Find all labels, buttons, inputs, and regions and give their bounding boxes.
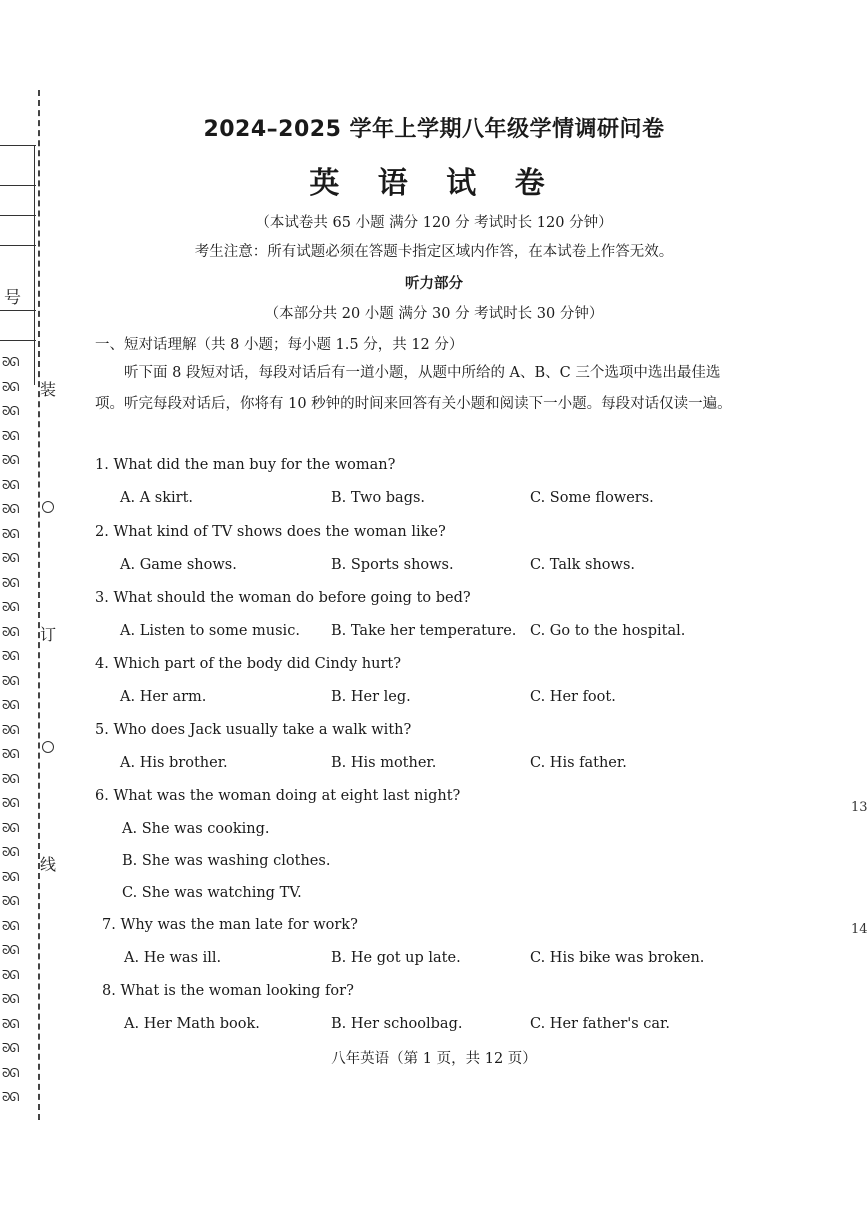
option-a: A. Game shows.	[120, 557, 237, 573]
subject-title: 英 语 试 卷	[309, 166, 559, 201]
option-c: C. His bike was broken.	[530, 950, 705, 966]
margin-ornament: ᘐᘏ	[2, 477, 19, 492]
option-b: B. She was washing clothes.	[122, 853, 331, 869]
margin-ornament: ᘐᘏ	[2, 1041, 19, 1055]
margin-ornament: ᘐᘏ	[2, 869, 19, 884]
margin-ornament: ᘐᘏ	[2, 502, 19, 516]
margin-ornament: ᘐᘏ	[2, 894, 19, 908]
margin-ornament: ᘐᘏ	[2, 600, 19, 614]
student-number-label: 号	[4, 288, 21, 308]
margin-ornament: ᘐᘏ	[2, 722, 19, 737]
option-b: B. Her leg.	[331, 689, 411, 705]
margin-ornament: ᘐᘏ	[2, 943, 19, 957]
option-b: B. Sports shows.	[331, 557, 454, 573]
option-c: C. His father.	[530, 755, 627, 771]
margin-ornament: ᘐᘏ	[2, 1065, 19, 1080]
margin-ornament: ᘐᘏ	[2, 673, 19, 688]
margin-ornament: ᘐᘏ	[2, 820, 19, 835]
margin-ornament: ᘐᘏ	[2, 698, 19, 712]
binding-char-xian: 线	[40, 855, 57, 874]
section-title: 听力部分	[405, 276, 463, 292]
margin-ornament: ᘐᘏ	[2, 379, 19, 394]
option-a: A. Listen to some music.	[120, 623, 300, 639]
info-box-line	[0, 145, 36, 146]
instructions: 听下面 8 段短对话，每段对话后有一道小题，从题中所给的 A、B、C 三个选项中选出最佳选项。听完每段对话后，你将有 10 秒钟的时间来回答有关小题和阅读下一小题。每段对话仅读一遍。	[95, 365, 732, 412]
margin-ornament: ᘐᘏ	[2, 1090, 19, 1104]
option-b: B. He got up late.	[331, 950, 461, 966]
margin-ornament: ᘐᘏ	[2, 575, 19, 590]
binding-hole	[42, 741, 54, 753]
question-4: 4. Which part of the body did Cindy hurt?	[95, 656, 402, 672]
option-b: B. Take her temperature.	[331, 623, 517, 639]
question-3: 3. What should the woman do before going to bed?	[95, 590, 471, 606]
margin-ornament: ᘐᘏ	[2, 796, 19, 810]
binding-char-ding: 订	[40, 625, 57, 644]
option-c: C. She was watching TV.	[122, 885, 302, 901]
edge-number: 14	[851, 922, 868, 937]
margin-ornament: ᘐᘏ	[2, 355, 19, 369]
margin-ornament: ᘐᘏ	[2, 624, 19, 639]
margin-ornament: ᘐᘏ	[2, 551, 19, 565]
margin-ornament: ᘐᘏ	[2, 747, 19, 761]
option-c: C. Go to the hospital.	[530, 623, 686, 639]
margin-ornament: ᘐᘏ	[2, 771, 19, 786]
margin-ornament: ᘐᘏ	[2, 649, 19, 663]
binding-char-zhuang: 装	[40, 380, 57, 399]
option-a: A. She was cooking.	[122, 821, 270, 837]
option-c: C. Talk shows.	[530, 557, 635, 573]
question-5: 5. Who does Jack usually take a walk with?	[95, 722, 412, 738]
section-info: （本部分共 20 小题 满分 30 分 考试时长 30 分钟）	[264, 306, 604, 322]
option-a: A. He was ill.	[124, 950, 222, 966]
margin-ornament: ᘐᘏ	[2, 992, 19, 1006]
margin-ornament: ᘐᘏ	[2, 845, 19, 859]
info-box-line	[0, 340, 36, 341]
exam-notice: 考生注意：所有试题必须在答题卡指定区域内作答，在本试卷上作答无效。	[194, 244, 674, 260]
option-c: C. Some flowers.	[530, 490, 654, 506]
option-a: A. Her Math book.	[124, 1016, 260, 1032]
exam-info: （本试卷共 65 小题 满分 120 分 考试时长 120 分钟）	[255, 215, 613, 231]
option-c: C. Her foot.	[530, 689, 616, 705]
margin-ornament: ᘐᘏ	[2, 918, 19, 933]
margin-ornament: ᘐᘏ	[2, 526, 19, 541]
margin-ornament: ᘐᘏ	[2, 453, 19, 467]
option-c: C. Her father's car.	[530, 1016, 671, 1032]
option-b: B. Her schoolbag.	[331, 1016, 463, 1032]
exam-title: 2024–2025 学年上学期八年级学情调研问卷	[203, 117, 665, 142]
question-1: 1. What did the man buy for the woman?	[95, 457, 396, 473]
margin-ornament: ᘐᘏ	[2, 967, 19, 982]
page-footer: 八年英语（第 1 页，共 12 页）	[331, 1051, 537, 1067]
option-a: A. A skirt.	[120, 490, 194, 506]
option-a: A. Her arm.	[120, 689, 207, 705]
question-6: 6. What was the woman doing at eight last night?	[95, 788, 461, 804]
option-b: B. Two bags.	[331, 490, 426, 506]
edge-number: 13	[851, 800, 868, 815]
option-b: B. His mother.	[331, 755, 437, 771]
question-2: 2. What kind of TV shows does the woman like?	[95, 524, 446, 540]
option-a: A. His brother.	[120, 755, 228, 771]
part-title: 一、短对话理解（共 8 小题；每小题 1.5 分，共 12 分）	[95, 337, 464, 353]
question-7: 7. Why was the man late for work?	[102, 917, 358, 933]
question-8: 8. What is the woman looking for?	[102, 983, 354, 999]
binding-hole	[42, 501, 54, 513]
margin-ornament: ᘐᘏ	[2, 1016, 19, 1031]
margin-ornament: ᘐᘏ	[2, 428, 19, 443]
margin-ornament: ᘐᘏ	[2, 404, 19, 418]
